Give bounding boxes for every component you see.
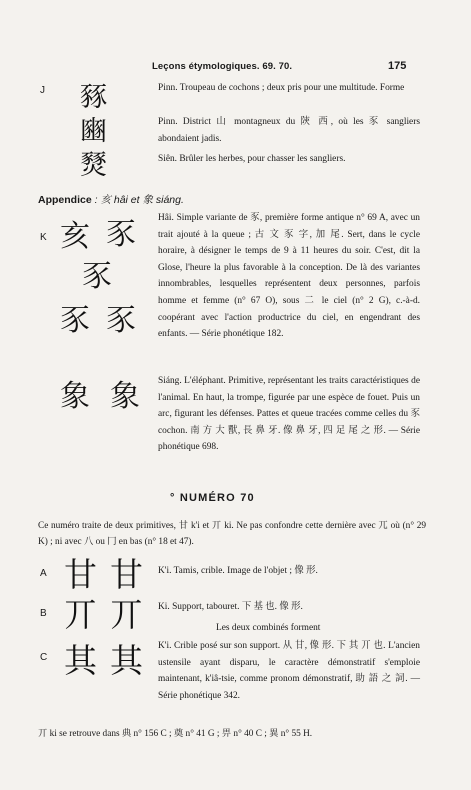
glyph-k4: 豕: [60, 303, 90, 338]
appendice-heading: [38, 192, 184, 207]
appendice-label: Appendice: [38, 194, 92, 206]
glyph-k1: 亥: [60, 219, 90, 254]
marker-j: J: [40, 85, 45, 96]
marker-b: B: [40, 608, 47, 619]
glyph-k7: 象: [110, 379, 140, 414]
entry-hai: Hâi. Simple variante de 豕, première forme antique n° 69 A, avec un trait ajouté à la queue ; 古 文 豕 字, 加 尾. Sert, dans le cycle horaire, à désigner le temps de 9 à 11 heures du soir. C'est, dit la Glose, l'heure la plus favorable à la conception. De là des variantes innombrables, lesquelles représentent deux personnes, parfois homme et femme (n° 67 O), sous 二 le ciel (n° 2 G), c.-à-d. coopérant avec l'action productrice du ciel, en engendrant des enfants. — Série phonétique 182.: [158, 213, 420, 340]
glyph-a1: 甘: [64, 555, 97, 594]
glyph-j3: 燹: [80, 150, 107, 181]
footer-note: 丌 ki se retrouve dans 典 n° 156 C ; 奠 n° 41 G ; 畀 n° 40 C ; 異 n° 55 H.: [38, 729, 313, 739]
marker-c: C: [40, 652, 48, 663]
appendice-rest: : 亥 hâi et 象 siáng.: [94, 194, 184, 206]
glyph-a2: 甘: [110, 555, 143, 594]
page-number: 175: [388, 60, 407, 72]
entry-b-text: Ki. Support, tabouret. 下 基 也. 像 形.: [158, 602, 303, 612]
entry-b-extra: Les deux combinés forment: [216, 623, 321, 633]
glyph-c1: 其: [64, 641, 97, 680]
marker-k: K: [40, 232, 47, 243]
marker-a: A: [40, 568, 47, 579]
numero-intro: Ce numéro traite de deux primitives, 甘 k'i et 丌 ki. Ne pas confondre cette dernière avec 兀 où (n° 29 K) ; ni avec 八 ou 冂 en bas (n° 18 et 47).: [38, 521, 426, 547]
entry-sien: Siên. Brûler les herbes, pour chasser les sangliers.: [158, 154, 346, 164]
glyph-k2: 豕: [106, 217, 136, 252]
glyph-j2: 豳: [80, 116, 107, 147]
glyph-k3: 豕: [82, 259, 112, 294]
entry-siang: Siáng. L'éléphant. Primitive, représentant les traits caractéristiques de l'animal. En haut, la trompe, figurée par une espèce de fouet. Puis un arc, figurant les défenses. Pattes et queue tracées comme celles du 豕 cochon. 南 方 大 獸, 長 鼻 牙. 像 鼻 牙, 四 足 尾 之 形. — Série phonétique 698.: [158, 376, 420, 453]
glyph-k6: 象: [60, 379, 90, 414]
glyph-c2: 其: [110, 641, 143, 680]
entry-c-text: K'i. Crible posé sur son support. 从 甘, 像 形. 下 其 丌 也. L'ancien ustensile ayant disparu, le caractère démonstratif s'emploie maintenant, k'iâ-tsie, comme pronom démonstratif, 助 語 之 詞. — Série phonétique 342.: [158, 641, 420, 701]
glyph-b2: 丌: [110, 595, 143, 634]
glyph-k5: 豕: [106, 303, 136, 338]
page-header-title: Leçons étymologiques. 69. 70.: [152, 61, 293, 72]
entry-a-text: K'i. Tamis, crible. Image de l'objet ; 像 形.: [158, 566, 318, 576]
entry-pinn-1: Pinn. Troupeau de cochons ; deux pris pour une multitude. Forme: [158, 83, 405, 93]
glyph-j1: 豩: [80, 82, 107, 113]
entry-pinn-2: Pinn. District 山 montagneux du 陝 西, où les 豕 sangliers abondaient jadis.: [158, 117, 420, 144]
numero-heading: ° NUMÉRO 70: [170, 492, 255, 504]
glyph-b1: 丌: [64, 595, 97, 634]
